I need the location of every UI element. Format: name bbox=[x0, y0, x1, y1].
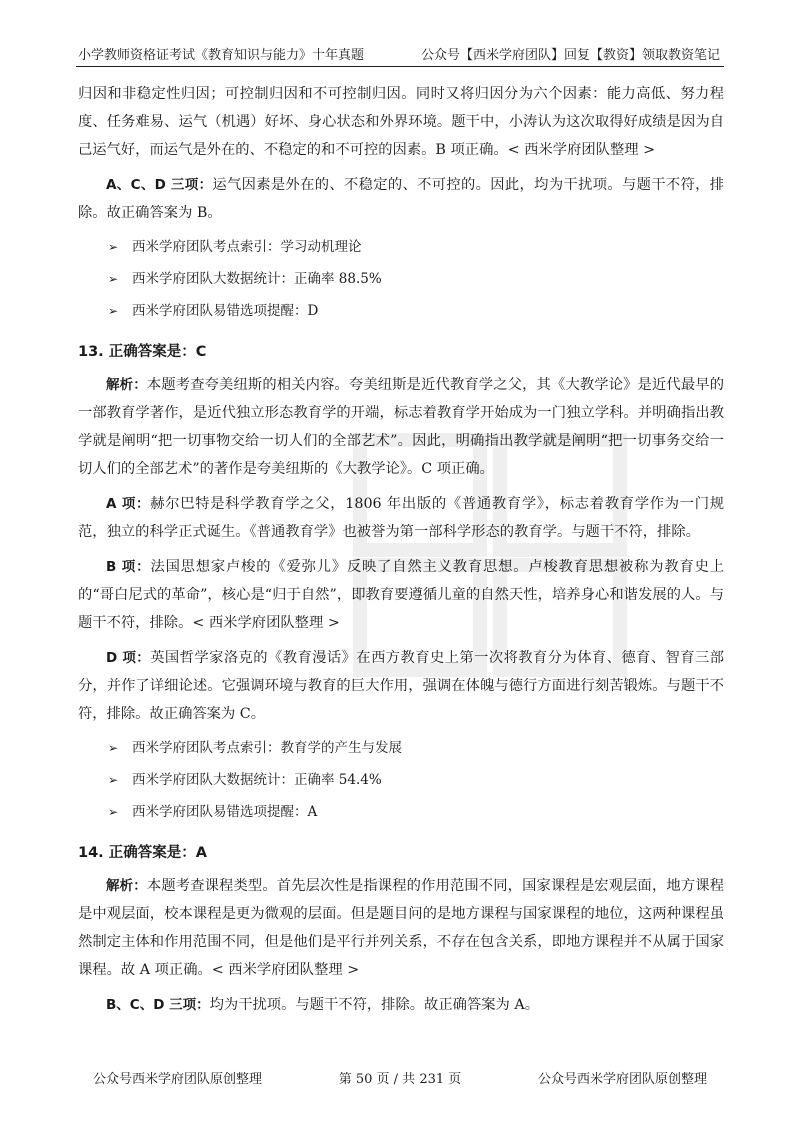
bullet-item bbox=[78, 235, 724, 259]
page-number: 第 50 页 / 共 231 页 bbox=[338, 1072, 462, 1087]
analysis-text: 本题考查夸美纽斯的相关内容。夸美纽斯是近代教育学之父，其《大教学论》是近代最早的一部教育学著作，是近代独立形态教育学的开端，标志着教育学开始成为一门独立学科。并明确指出教学就是阐明“把一切事物交给一切人们的全部艺术”。因此，明确指出教学就是阐明“把一切事务交给一切人们的全部艺术”的著作是夸美纽斯的《大教学论》。C 项正确。 bbox=[78, 377, 725, 477]
footer-left: 公众号西米学府团队原创整理 bbox=[93, 1072, 263, 1087]
header-rule bbox=[76, 66, 724, 67]
option-text: 赫尔巴特是科学教育学之父，1806 年出版的《普通教育学》，标志着教育学作为一门规范，独立的科学正式诞生。《普通教育学》也被誉为第一部科学形态的教育学。与题干不符，排除。 bbox=[78, 496, 724, 540]
bullet-text: 西米学府团队大数据统计：正确率 88.5% bbox=[132, 271, 382, 287]
option-label: A、C、D 三项： bbox=[106, 177, 213, 193]
arrow-bullet-icon: ➢ bbox=[108, 773, 119, 787]
option-label: D 项： bbox=[106, 650, 151, 666]
q14-analysis bbox=[78, 872, 724, 984]
bullet-text: 西米学府团队大数据统计：正确率 54.4% bbox=[132, 772, 382, 788]
arrow-bullet-icon: ➢ bbox=[108, 805, 119, 819]
page-content bbox=[78, 80, 724, 1019]
question-13-heading: 13. 正确答案是：C bbox=[78, 344, 207, 360]
option-text: 运气因素是外在的、不稳定的、不可控的。因此，均为干扰项。与题干不符，排除。故正确答案为 B。 bbox=[78, 177, 725, 221]
analysis-label: 解析： bbox=[106, 878, 147, 894]
bullet-text: 西米学府团队易错选项提醒：D bbox=[132, 303, 319, 319]
q13-analysis bbox=[78, 371, 724, 483]
bullet-text: 西米学府团队易错选项提醒：A bbox=[132, 804, 318, 820]
bullet-text: 西米学府团队考点索引：教育学的产生与发展 bbox=[132, 740, 402, 756]
analysis-text: 本题考查课程类型。首先层次性是指课程的作用范围不同，国家课程是宏观层面，地方课程是中观层面，校本课程是更为微观的层面。但是题目问的是地方课程与国家课程的地位，这两种课程虽然制定主体和作用范围不同，但是他们是平行并列关系，不存在包含关系，即地方课程并不从属于国家课程。故 A 项正确。< 西米学府团队整理 > bbox=[78, 878, 725, 978]
option-label: B 项： bbox=[106, 559, 151, 575]
analysis-label: 解析： bbox=[106, 377, 147, 393]
bullet-item bbox=[78, 736, 724, 760]
arrow-bullet-icon: ➢ bbox=[108, 272, 119, 286]
option-text: 法国思想家卢梭的《爱弥儿》反映了自然主义教育思想。卢梭教育思想被称为教育史上的“哥白尼式的革命”，核心是“归于自然”，即教育要遵循儿童的自然天性，培养身心和谐发展的人。与题干不符，排除。< 西米学府团队整理 > bbox=[78, 559, 724, 631]
header-promo: 公众号【西米学府团队】回复【教资】领取教资笔记 bbox=[420, 48, 720, 63]
option-text: 英国哲学家洛克的《教育漫话》在西方教育史上第一次将教育分为体育、德育、智育三部分，并作了详细论述。它强调环境与教育的巨大作用，强调在体魄与德行方面进行刻苦锻炼。与题干不符，排除。故正确答案为 C。 bbox=[78, 650, 725, 722]
bullet-text: 西米学府团队考点索引：学习动机理论 bbox=[132, 239, 362, 255]
arrow-bullet-icon: ➢ bbox=[108, 240, 119, 254]
option-text: 均为干扰项。与题干不符，排除。故正确答案为 A。 bbox=[209, 997, 540, 1013]
q14-options-bcd bbox=[78, 991, 724, 1019]
page-header bbox=[0, 40, 800, 70]
q13-option-b bbox=[78, 553, 724, 637]
option-label: B、C、D 三项： bbox=[106, 997, 210, 1013]
bullet-item bbox=[78, 267, 724, 291]
arrow-bullet-icon: ➢ bbox=[108, 304, 119, 318]
arrow-bullet-icon: ➢ bbox=[108, 741, 119, 755]
bullet-item bbox=[78, 299, 724, 323]
footer-right: 公众号西米学府团队原创整理 bbox=[537, 1072, 707, 1087]
q13-option-d bbox=[78, 644, 724, 728]
option-label: A 项： bbox=[106, 496, 151, 512]
bullet-item bbox=[78, 768, 724, 792]
bullet-item bbox=[78, 800, 724, 824]
header-title: 小学教师资格证考试《教育知识与能力》十年真题 bbox=[78, 48, 365, 63]
cont-options-paragraph bbox=[78, 171, 724, 227]
q13-option-a bbox=[78, 490, 724, 546]
question-14-heading: 14. 正确答案是：A bbox=[78, 845, 207, 861]
cont-paragraph: 归因和非稳定性归因；可控制归因和不可控制归因。同时又将归因分为六个因素：能力高低、努力程度、任务难易、运气（机遇）好坏、身心状态和外界环境。题干中，小涛认为这次取得好成绩是因为自己运气好，而运气是外在的、不稳定的和不可控的因素。B 项正确。< 西米学府团队整理 > bbox=[78, 86, 724, 158]
